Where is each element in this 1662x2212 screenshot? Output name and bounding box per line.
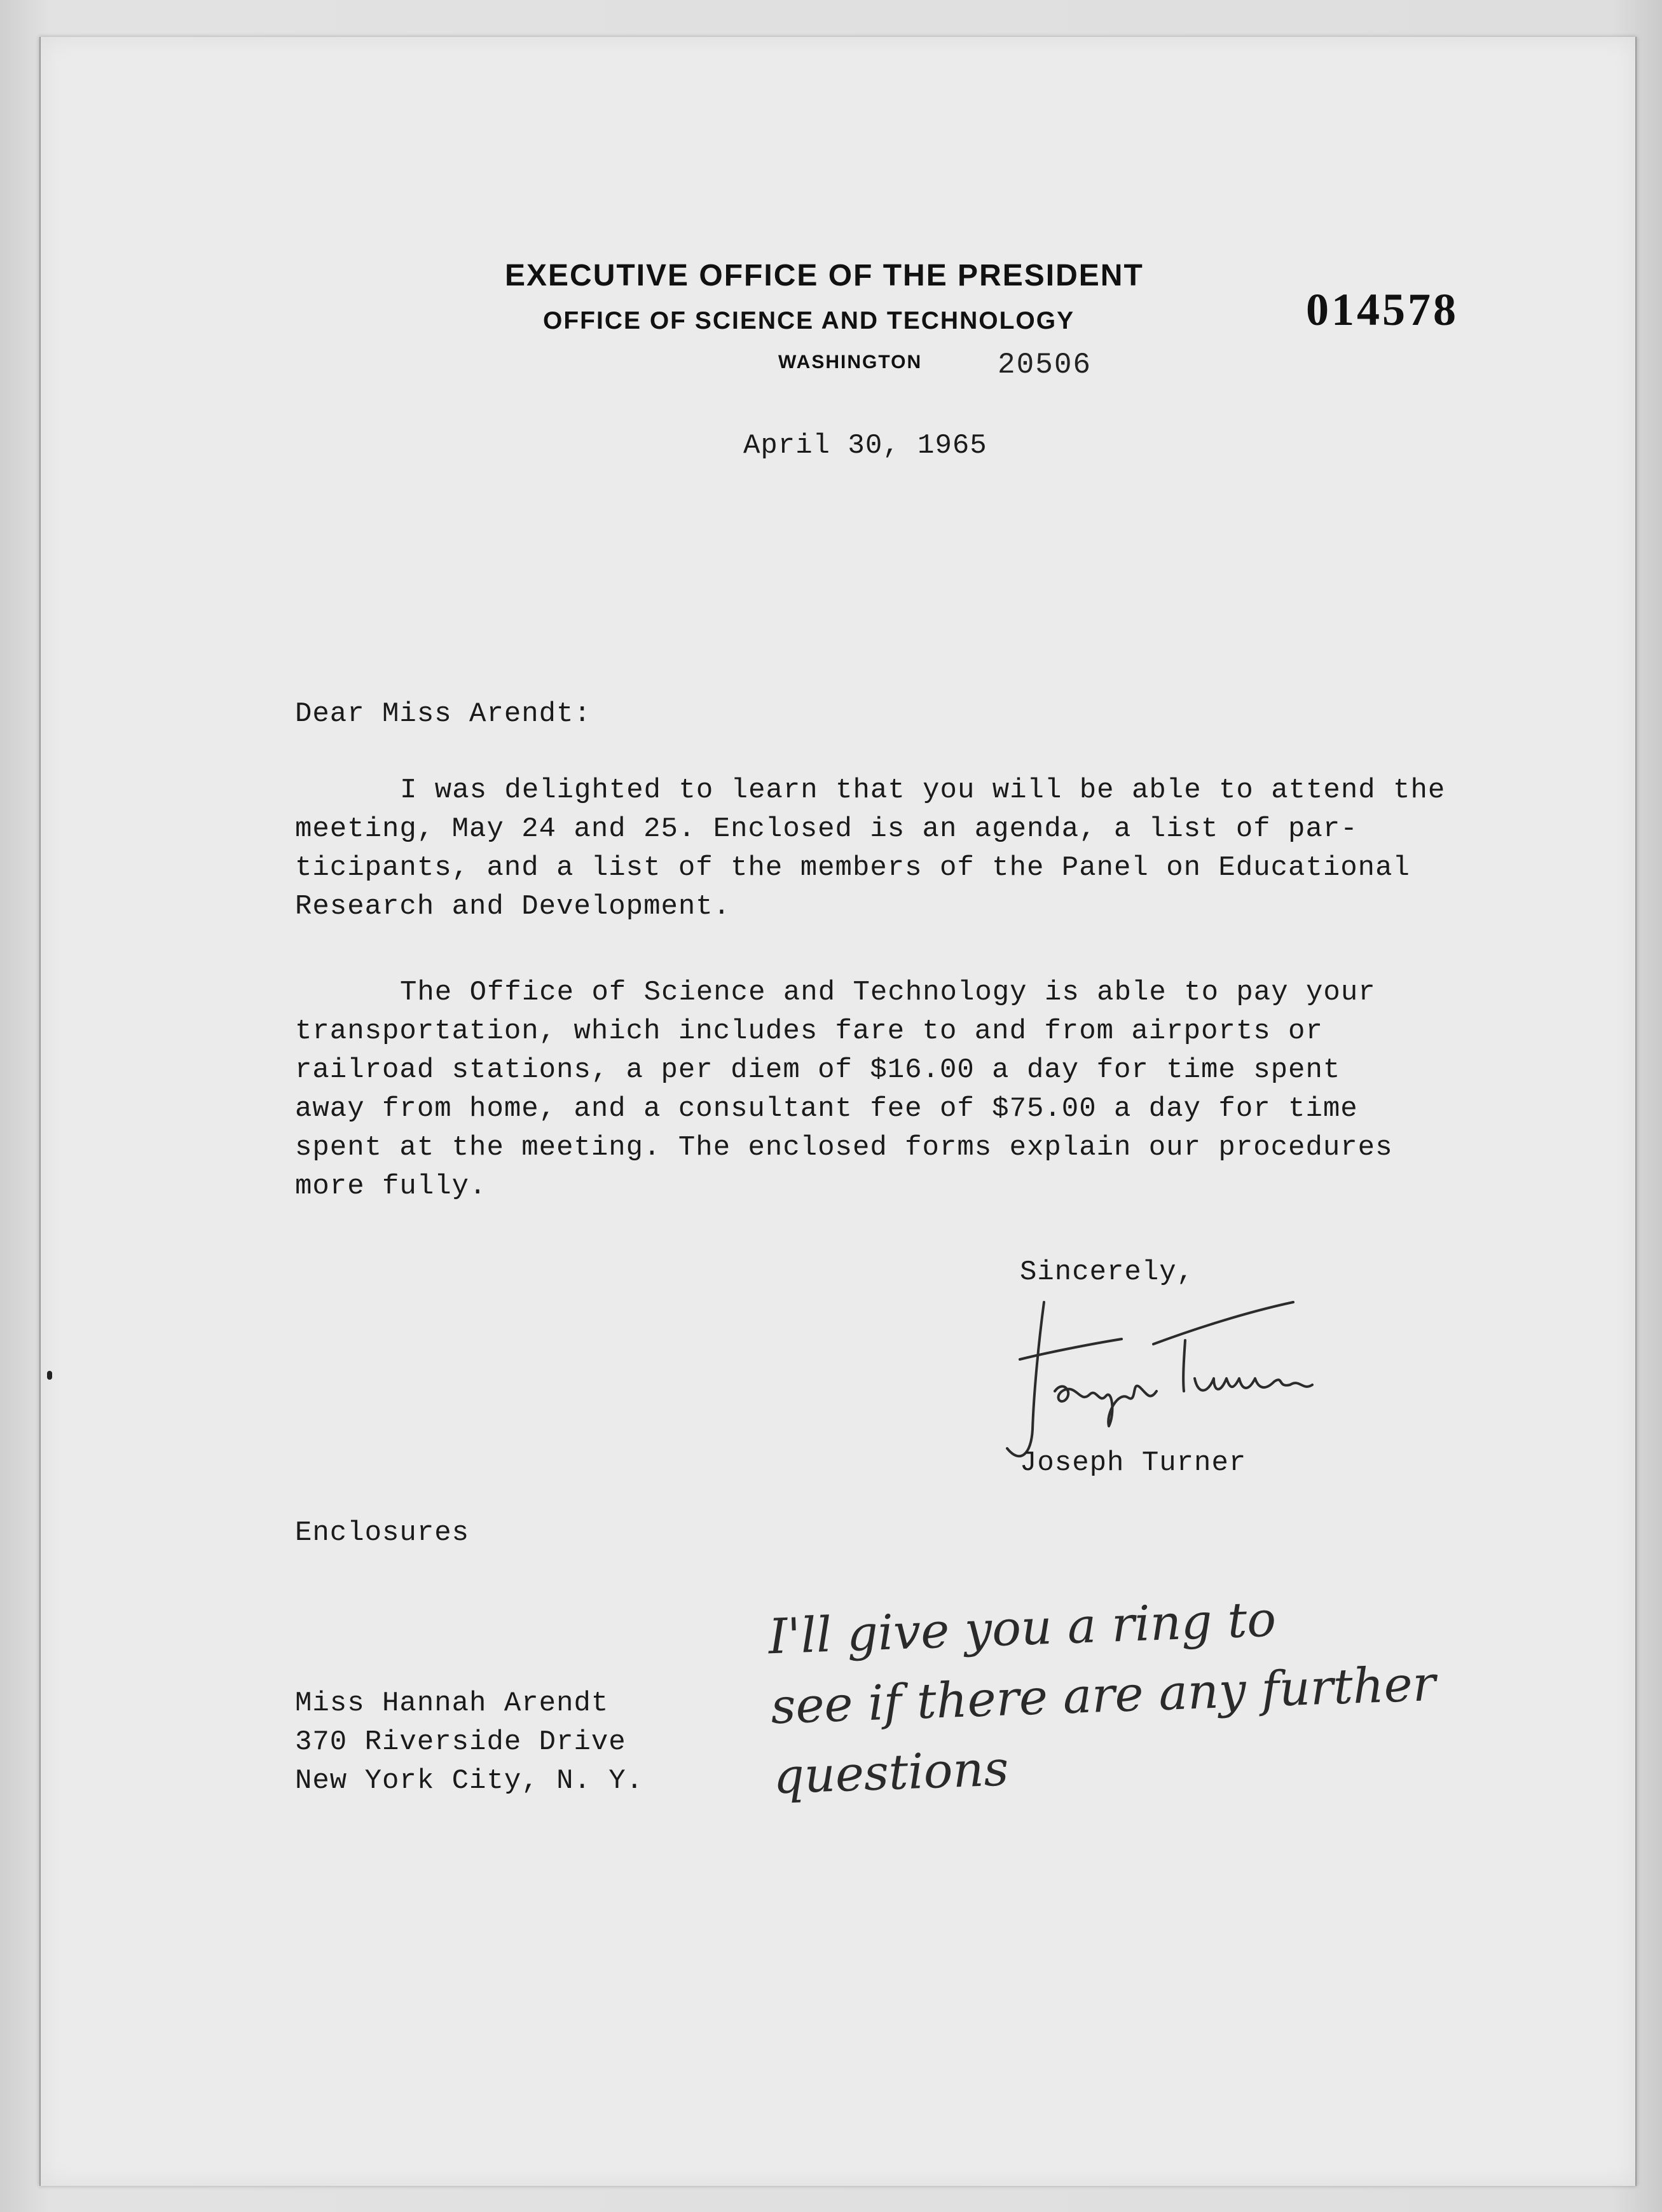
paragraph-line: ticipants, and a list of the members of the Panel on Educational [295,852,1410,884]
paragraph-line: transportation, which includes fare to and from airports or [295,1015,1323,1047]
handwritten-line: questions [772,1740,1010,1805]
signer-name: Joseph Turner [1020,1447,1247,1479]
address-line: 370 Riverside Drive [295,1726,626,1758]
letter-page [39,37,1637,2186]
handwritten-line: see if there are any further [769,1655,1437,1735]
document-number: 014578 [1306,284,1459,335]
handwritten-note [767,1575,1553,1881]
address-line: Miss Hannah Arendt [295,1687,609,1719]
paragraph-line: away from home, and a consultant fee of $75.00 a day for time [295,1093,1358,1125]
handwritten-line: I'll give you a ring to [767,1590,1277,1665]
enclosures-label: Enclosures [295,1517,470,1549]
salutation: Dear Miss Arendt: [295,698,591,730]
paragraph-line: Research and Development. [295,891,731,923]
address-line: New York City, N. Y. [295,1765,644,1797]
paragraph-line: The Office of Science and Technology is able to pay your [400,977,1376,1008]
paragraph-line: more fully. [295,1171,487,1202]
paragraph-line: meeting, May 24 and 25. Enclosed is an agenda, a list of par- [295,813,1358,845]
letterhead-office: OFFICE OF SCIENCE AND TECHNOLOGY [543,307,1075,334]
handwritten-signature [994,1283,1401,1474]
paragraph-line: spent at the meeting. The enclosed forms explain our procedures [295,1132,1393,1164]
closing: Sincerely, [1020,1256,1195,1288]
letter-date: April 30, 1965 [743,430,987,462]
scan-speck [47,1371,52,1380]
letterhead-city: WASHINGTON [778,352,923,373]
paragraph-line: I was delighted to learn that you will be able to attend the [400,774,1446,806]
letterhead-title: EXECUTIVE OFFICE OF THE PRESIDENT [505,259,1144,292]
letterhead-zip: 20506 [998,348,1092,381]
paragraph-line: railroad stations, a per diem of $16.00 a day for time spent [295,1054,1341,1086]
